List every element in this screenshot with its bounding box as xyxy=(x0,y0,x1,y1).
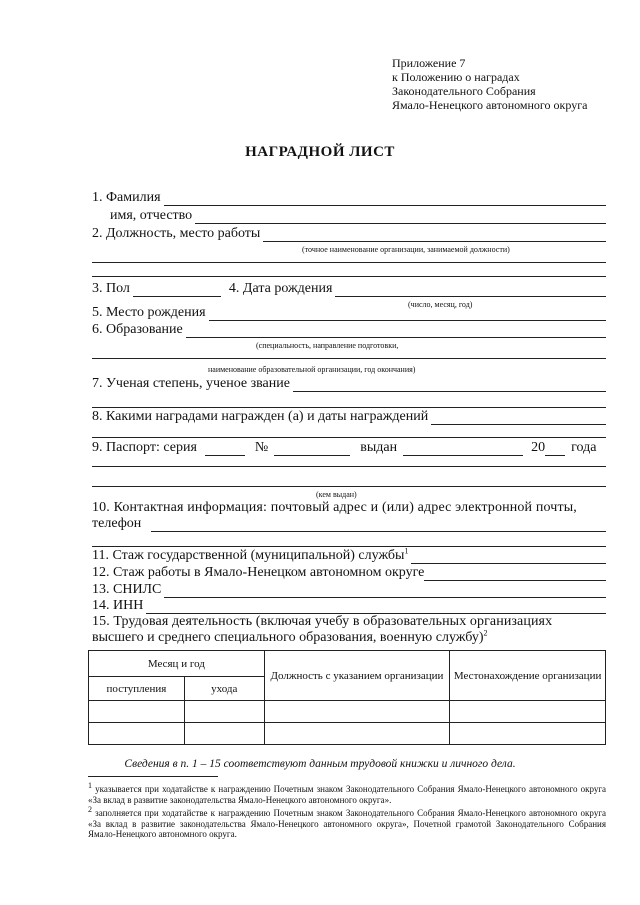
field-education-input[interactable] xyxy=(186,325,606,338)
footnote-2-number: 2 xyxy=(88,805,92,814)
field-education-hint-2: наименование образовательной организации, год окончания) xyxy=(208,365,416,374)
field-passport-year-prefix: 20 xyxy=(531,440,546,455)
field-passport-year-input[interactable] xyxy=(545,443,565,456)
field-name-label: имя, отчество xyxy=(110,208,193,223)
field-education-row xyxy=(92,322,606,338)
field-passport-series-input[interactable] xyxy=(205,443,245,456)
document-title: НАГРАДНОЙ ЛИСТ xyxy=(245,144,395,160)
cell-start-2[interactable] xyxy=(89,723,185,745)
field-birthdate-input[interactable] xyxy=(335,284,606,297)
field-civil-service-text: 11. Стаж государственной (муниципальной) службы xyxy=(92,548,405,563)
field-civil-service-row xyxy=(92,548,606,564)
field-snils-input[interactable] xyxy=(164,585,606,598)
field-yanao-experience-label: 12. Стаж работы в Ямало-Ненецком автономном округе xyxy=(92,565,425,580)
field-birthdate-hint: (число, месяц, год) xyxy=(408,300,473,309)
th-position: Должность с указанием организации xyxy=(264,651,450,701)
cell-location-2[interactable] xyxy=(450,723,606,745)
field-passport-series-label: 9. Паспорт: серия xyxy=(92,440,197,455)
field-awards-row xyxy=(92,409,606,425)
field-position-line-2[interactable] xyxy=(92,262,606,263)
field-phone-input[interactable] xyxy=(151,519,606,532)
th-end: ухода xyxy=(184,677,264,701)
footnote-2 xyxy=(88,805,607,840)
footnote-2-text: заполняется при ходатайстве к награждению Почетным знаком Законодательного Собрания Ямало-Ненецкого автономного округа «За вклад в развитие законодательства Ямало-Ненецкого автономного округа», Почетной грамотой Законодательного Собрания Ямало-Ненецкого автономного округа. xyxy=(88,808,607,839)
field-awards-line-2[interactable] xyxy=(92,437,606,438)
annex-line-4: Ямало-Ненецкого автономного округа xyxy=(392,98,588,112)
field-degree-input[interactable] xyxy=(293,379,606,392)
field-name-input[interactable] xyxy=(195,211,606,224)
cell-position-2[interactable] xyxy=(264,723,450,745)
cell-start-1[interactable] xyxy=(89,701,185,723)
field-sex-label: 3. Пол xyxy=(92,281,130,296)
field-work-history-label-1: 15. Трудовая деятельность (включая учебу в образовательных организациях xyxy=(92,614,553,629)
field-yanao-experience-row xyxy=(92,565,606,581)
field-passport-number-label: № xyxy=(254,440,269,455)
footnote-ref-2: 2 xyxy=(483,628,488,638)
field-contact-line-2[interactable] xyxy=(92,546,606,547)
table-row xyxy=(89,701,606,723)
cell-end-2[interactable] xyxy=(184,723,264,745)
field-work-history-text-2: высшего и среднего специального образования, военную службу) xyxy=(92,630,484,645)
field-position-label: 2. Должность, место работы xyxy=(92,226,261,241)
field-awards-label: 8. Какими наградами награжден (а) и даты награждений xyxy=(92,409,429,424)
cell-location-1[interactable] xyxy=(450,701,606,723)
th-month-year: Месяц и год xyxy=(89,651,265,677)
field-passport-issued-input[interactable] xyxy=(403,443,523,456)
field-birthdate-label: 4. Дата рождения xyxy=(228,281,333,296)
field-degree-label: 7. Ученая степень, ученое звание xyxy=(92,376,290,391)
field-civil-service-label xyxy=(92,548,408,564)
field-phone-row xyxy=(92,516,606,532)
verification-note: Сведения в п. 1 – 15 соответствуют данным трудовой книжки и личного дела. xyxy=(124,758,516,770)
field-education-label: 6. Образование xyxy=(92,322,183,337)
field-sex-birthdate-row xyxy=(92,281,606,297)
annex-line-2: к Положению о наградах xyxy=(392,70,520,84)
field-birthplace-label: 5. Место рождения xyxy=(92,305,206,320)
field-degree-line-2[interactable] xyxy=(92,407,606,408)
field-education-hint-1: (специальность, направление подготовки, xyxy=(256,341,399,350)
field-sex-input[interactable] xyxy=(133,284,221,297)
field-position-hint: (точное наименование организации, занимаемой должности) xyxy=(302,245,510,254)
field-snils-label: 13. СНИЛС xyxy=(92,582,162,597)
field-work-history-row-2 xyxy=(92,630,608,646)
th-start: поступления xyxy=(89,677,185,701)
field-birthplace-input[interactable] xyxy=(209,308,606,321)
field-contact-row xyxy=(92,500,608,516)
annex-line-1: Приложение 7 xyxy=(392,56,466,70)
field-inn-label: 14. ИНН xyxy=(92,598,144,613)
field-snils-row xyxy=(92,582,606,598)
field-name-row xyxy=(110,208,606,224)
field-passport-line-3[interactable] xyxy=(92,486,606,487)
field-yanao-experience-input[interactable] xyxy=(424,568,606,581)
field-work-history-label-2 xyxy=(92,630,488,646)
field-passport-year-label: года xyxy=(571,440,597,455)
field-contact-label: 10. Контактная информация: почтовый адрес и (или) адрес электронной почты, xyxy=(92,500,577,515)
field-surname-row xyxy=(92,190,606,206)
field-position-line-3[interactable] xyxy=(92,276,606,277)
annex-header xyxy=(392,56,587,112)
footnote-1-text: указывается при ходатайстве к награждению Почетным знаком Законодательного Собрания Ямало-Ненецкого автономного округа «За вклад в развитие законодательства Ямало-Ненецкого автономного округа». xyxy=(88,784,607,805)
footnote-separator xyxy=(88,776,218,777)
cell-position-1[interactable] xyxy=(264,701,450,723)
field-inn-row xyxy=(92,598,606,614)
field-surname-label: 1. Фамилия xyxy=(92,190,161,205)
footnote-1-number: 1 xyxy=(88,781,92,790)
annex-line-3: Законодательного Собрания xyxy=(392,84,536,98)
table-header-row xyxy=(89,651,606,677)
th-location: Местонахождение организации xyxy=(450,651,606,701)
field-passport-line-2[interactable] xyxy=(92,466,606,467)
cell-end-1[interactable] xyxy=(184,701,264,723)
field-birthplace-row xyxy=(92,305,606,321)
field-education-line-2[interactable] xyxy=(92,358,606,359)
field-passport-number-input[interactable] xyxy=(274,443,350,456)
footnote-1 xyxy=(88,781,607,805)
field-position-row xyxy=(92,226,606,242)
field-awards-input[interactable] xyxy=(431,412,606,425)
field-inn-input[interactable] xyxy=(146,601,606,614)
footnote-ref-1: 1 xyxy=(404,546,409,556)
work-history-table xyxy=(88,650,606,745)
field-passport-hint: (кем выдан) xyxy=(316,490,357,499)
field-position-input[interactable] xyxy=(263,229,606,242)
field-work-history-row xyxy=(92,614,608,630)
field-phone-label: телефон xyxy=(92,516,142,531)
field-surname-input[interactable] xyxy=(164,193,606,206)
field-passport-row xyxy=(92,440,606,456)
field-civil-service-input[interactable] xyxy=(411,551,606,564)
field-degree-row xyxy=(92,376,606,392)
field-passport-issued-label: выдан xyxy=(360,440,398,455)
table-row xyxy=(89,723,606,745)
